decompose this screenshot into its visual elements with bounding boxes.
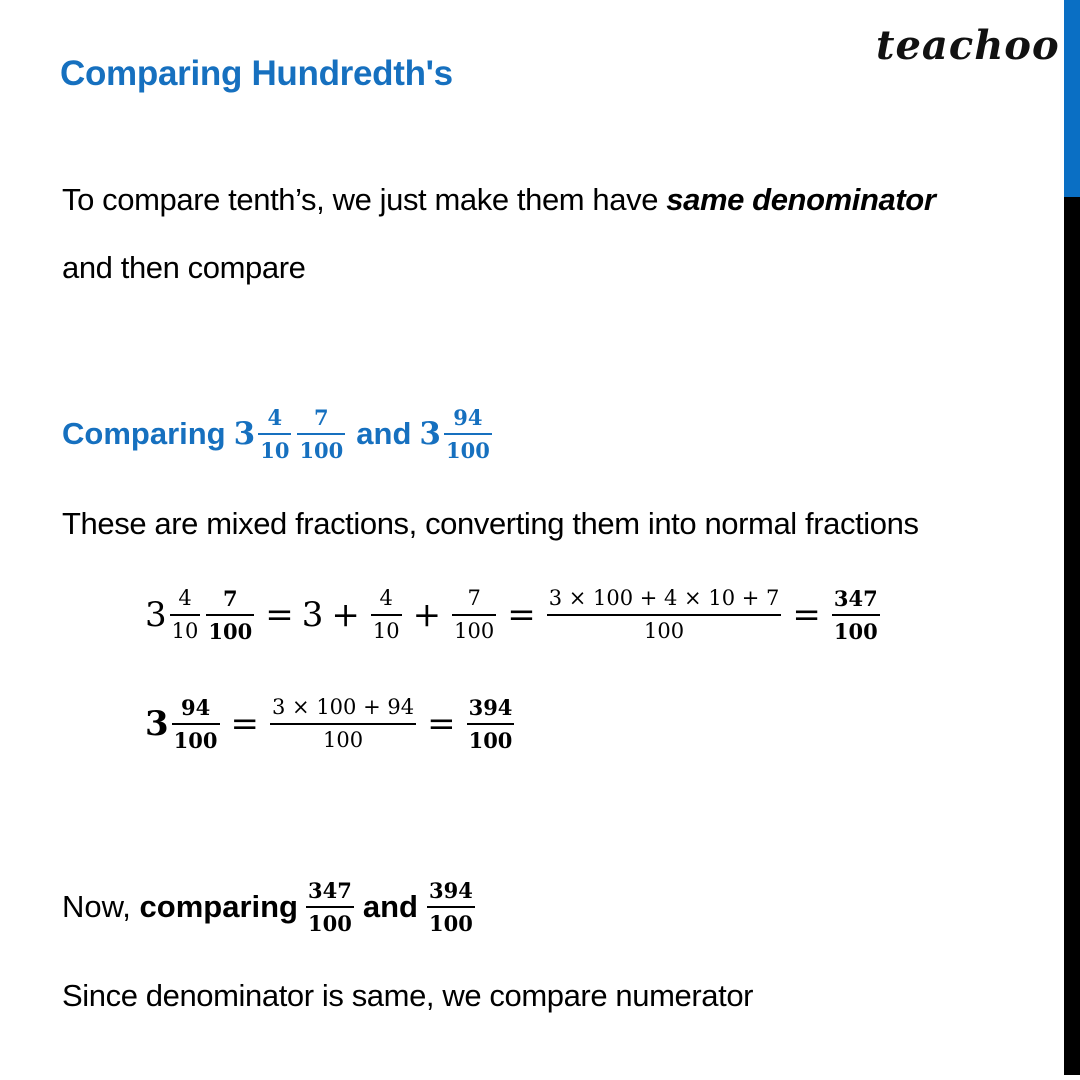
page-title: Comparing Hundredth's bbox=[60, 54, 453, 93]
numerator: 347 bbox=[308, 878, 352, 903]
numerator: 347 bbox=[833, 586, 878, 611]
fraction-bar bbox=[306, 906, 354, 908]
denominator: 10 bbox=[260, 438, 290, 463]
fraction-bar bbox=[547, 614, 782, 616]
equals-sign: = bbox=[507, 595, 536, 635]
denominator: 100 bbox=[445, 438, 490, 463]
equals-sign: = bbox=[792, 595, 821, 635]
heading-whole-1: 3 bbox=[233, 416, 256, 452]
denominator: 100 bbox=[428, 911, 473, 936]
intro-line-2: and then compare bbox=[62, 250, 306, 285]
fraction-bar bbox=[258, 433, 291, 435]
eq1-fraction-b bbox=[206, 588, 254, 642]
teachoo-logo: teachoo bbox=[876, 22, 1060, 69]
numerator: 394 bbox=[428, 878, 473, 903]
heading-whole-2: 3 bbox=[419, 416, 441, 452]
fraction-bar bbox=[270, 723, 416, 725]
fraction-bar bbox=[832, 614, 880, 616]
fraction-bar bbox=[467, 723, 515, 725]
equals-sign: = bbox=[427, 704, 456, 744]
denominator: 100 bbox=[308, 911, 352, 936]
now-connector: and bbox=[362, 889, 418, 924]
eq1-whole: 3 bbox=[145, 595, 167, 635]
numerator: 94 bbox=[180, 695, 211, 720]
denominator: 100 bbox=[208, 619, 253, 644]
denominator: 100 bbox=[643, 619, 685, 643]
equals-sign: = bbox=[265, 595, 294, 635]
now-fraction-347-100 bbox=[306, 880, 354, 934]
eq2-fraction bbox=[172, 697, 220, 751]
equals-sign: = bbox=[230, 704, 260, 744]
explanation-text: These are mixed fractions, converting them into normal fractions bbox=[62, 506, 919, 541]
comparison-heading bbox=[62, 407, 495, 461]
now-bold-word: comparing bbox=[139, 889, 298, 924]
fraction-bar bbox=[427, 906, 475, 908]
numerator: 3 × 100 + 94 bbox=[272, 695, 415, 719]
numerator: 7 bbox=[314, 405, 329, 430]
eq2-combined-fraction bbox=[270, 697, 416, 751]
intro-emphasis: same denominator bbox=[666, 182, 936, 217]
heading-fraction-4-10 bbox=[258, 407, 291, 461]
eq2-result-fraction bbox=[467, 697, 515, 751]
numerator: 4 bbox=[379, 586, 393, 610]
heading-connector: and bbox=[356, 416, 412, 451]
numerator: 394 bbox=[468, 695, 513, 720]
numerator: 4 bbox=[178, 586, 192, 610]
fraction-bar bbox=[172, 723, 220, 725]
now-comparing-line bbox=[62, 880, 478, 934]
fraction-bar bbox=[444, 433, 492, 435]
eq2-whole: 3 bbox=[145, 704, 169, 744]
denominator: 100 bbox=[173, 728, 218, 753]
denominator: 10 bbox=[372, 619, 400, 643]
numerator: 7 bbox=[467, 586, 481, 610]
denominator: 10 bbox=[171, 619, 199, 643]
fraction-bar bbox=[170, 614, 201, 616]
eq1-expanded-fraction-b bbox=[452, 588, 496, 642]
conclusion-text: Since denominator is same, we compare numerator bbox=[62, 978, 754, 1013]
now-prefix: Now, bbox=[62, 889, 140, 924]
numerator: 94 bbox=[453, 405, 483, 430]
intro-text: To compare tenth’s, we just make them have bbox=[62, 182, 667, 217]
denominator: 100 bbox=[454, 619, 495, 643]
eq1-result-fraction bbox=[832, 588, 880, 642]
side-accent-bar-black bbox=[1064, 197, 1080, 1075]
numerator: 3 × 100 + 4 × 10 + 7 bbox=[548, 586, 780, 610]
heading-fraction-94-100 bbox=[444, 407, 492, 461]
side-accent-bar-blue bbox=[1064, 0, 1080, 197]
fraction-bar bbox=[452, 614, 496, 616]
eq1-expanded-fraction-a bbox=[371, 588, 402, 642]
denominator: 100 bbox=[833, 619, 878, 644]
plus-sign: + bbox=[331, 595, 360, 635]
eq1-fraction-a bbox=[170, 588, 201, 642]
eq1-expanded-whole: 3 bbox=[301, 595, 324, 635]
fraction-bar bbox=[206, 614, 254, 616]
heading-prefix: Comparing bbox=[62, 416, 226, 451]
equation-2 bbox=[145, 697, 517, 751]
numerator: 4 bbox=[267, 405, 283, 430]
fraction-bar bbox=[297, 433, 345, 435]
heading-fraction-7-100 bbox=[297, 407, 345, 461]
fraction-bar bbox=[371, 614, 402, 616]
plus-sign: + bbox=[412, 595, 442, 635]
eq1-combined-fraction bbox=[547, 588, 782, 642]
numerator: 7 bbox=[222, 586, 238, 611]
equation-1 bbox=[145, 588, 883, 642]
denominator: 100 bbox=[323, 728, 364, 752]
denominator: 100 bbox=[468, 728, 513, 753]
denominator: 100 bbox=[299, 438, 344, 463]
now-fraction-394-100 bbox=[427, 880, 475, 934]
intro-line-1 bbox=[62, 182, 936, 218]
